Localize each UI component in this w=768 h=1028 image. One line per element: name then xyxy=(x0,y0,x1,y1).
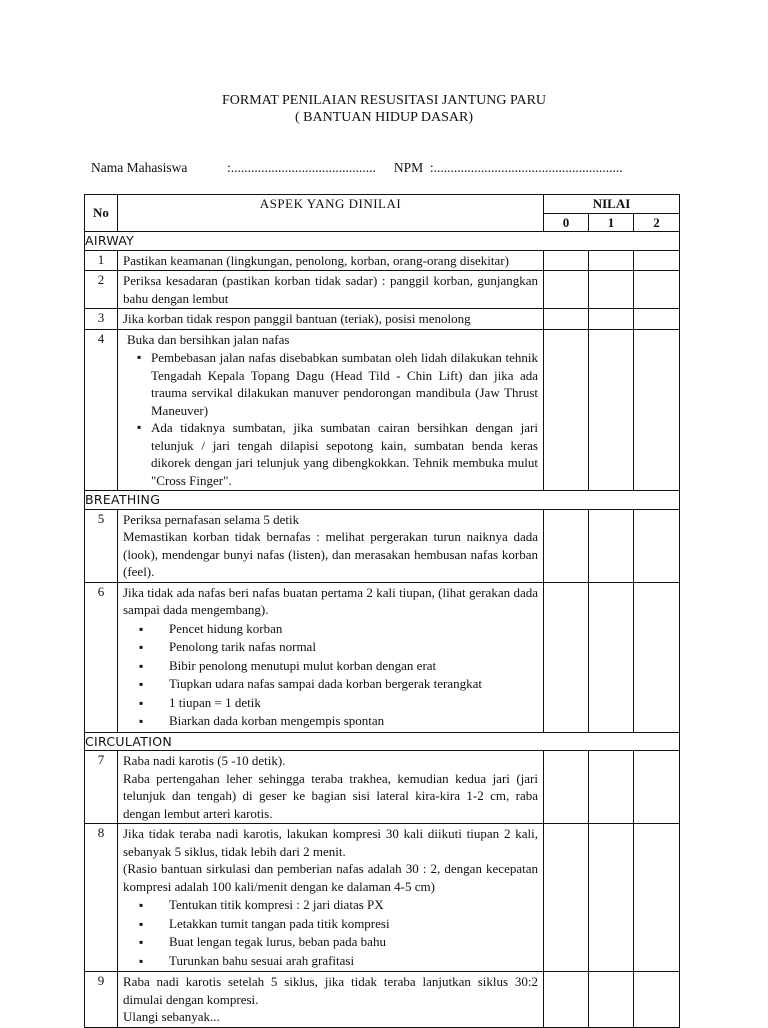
score-cell-2[interactable] xyxy=(634,751,680,824)
score-cell-2[interactable] xyxy=(634,972,680,1028)
section-label-circulation: CIRCULATION xyxy=(85,732,680,751)
score-cell-0[interactable] xyxy=(544,972,589,1028)
list-item: ▪ Turunkan bahu sesuai arah grafitasi xyxy=(123,952,538,971)
table-row xyxy=(85,271,680,309)
row-number: 5 xyxy=(85,509,118,582)
list-item: ▪ Bibir penolong menutupi mulut korban dengan erat xyxy=(123,657,538,676)
table-row xyxy=(85,509,680,582)
score-cell-0[interactable] xyxy=(544,329,589,491)
row-number: 3 xyxy=(85,309,118,330)
section-label-airway: AIRWAY xyxy=(85,232,680,251)
score-header-2: 2 xyxy=(634,213,680,232)
list-item: ▪ 1 tiupan = 1 detik xyxy=(123,694,538,713)
table-row xyxy=(85,751,680,824)
list-item: ▪ Letakkan tumit tangan pada titik kompresi xyxy=(123,915,538,934)
section-label-breathing: BREATHING xyxy=(85,491,680,510)
score-cell-2[interactable] xyxy=(634,509,680,582)
row-aspect: Periksa pernafasan selama 5 detik Memastikan korban tidak bernafas : melihat pergerakan turun naiknya dada (look), mendengar bunyi nafas (listen), dan merasakan hembusan nafas korban (feel). xyxy=(118,509,544,582)
row-number: 7 xyxy=(85,751,118,824)
npm-label: NPM xyxy=(393,160,424,175)
title-line-1: FORMAT PENILAIAN RESUSITASI JANTUNG PARU xyxy=(221,93,547,108)
name-field[interactable]: :........................................... xyxy=(227,160,376,175)
section-row-circulation xyxy=(85,732,680,751)
row-number: 6 xyxy=(85,582,118,732)
score-cell-0[interactable] xyxy=(544,751,589,824)
row-aspect: Jika tidak ada nafas beri nafas buatan pertama 2 kali tiupan, (lihat gerakan dada sampai dada mengembang). ▪ Pencet hidung korban ▪ Penolong tarik nafas normal ▪ Bibir penolong menutupi mulut korban dengan erat ▪ Tiupkan udara nafas sampai dada korban bergerak terangkat ▪ 1 tiupan = 1 detik ▪ Biarkan dada korban mengempis spontan xyxy=(118,582,544,732)
row-aspect: Raba nadi karotis (5 -10 detik). Raba pertengahan leher sehingga teraba trakhea, kemudian kedua jari (jari telunjuk dan tengah) di geser ke bagian sisi lateral kira-kira 1-2 cm, raba dengan lembut arteri karotis. xyxy=(118,751,544,824)
section-row-breathing xyxy=(85,491,680,510)
row-aspect: Raba nadi karotis setelah 5 siklus, jika tidak teraba lanjutkan siklus 30:2 dimulai dengan kompresi. Ulangi sebanyak... xyxy=(118,972,544,1028)
score-cell-1[interactable] xyxy=(589,250,634,271)
column-header-no: No xyxy=(85,195,118,232)
score-cell-2[interactable] xyxy=(634,329,680,491)
list-item: ▪ Tentukan titik kompresi : 2 jari diatas PX xyxy=(123,896,538,915)
table-row xyxy=(85,309,680,330)
row-aspect: Pastikan keamanan (lingkungan, penolong, korban, orang-orang disekitar) xyxy=(118,250,544,271)
row-number: 9 xyxy=(85,972,118,1028)
npm-field[interactable]: :........................................................ xyxy=(429,160,623,175)
score-cell-2[interactable] xyxy=(634,309,680,330)
score-cell-2[interactable] xyxy=(634,250,680,271)
student-identity-line xyxy=(91,160,623,176)
score-cell-0[interactable] xyxy=(544,582,589,732)
column-header-nilai: NILAI xyxy=(544,195,680,214)
score-cell-1[interactable] xyxy=(589,972,634,1028)
score-cell-1[interactable] xyxy=(589,824,634,972)
score-cell-1[interactable] xyxy=(589,582,634,732)
table-row xyxy=(85,250,680,271)
score-cell-0[interactable] xyxy=(544,250,589,271)
score-cell-2[interactable] xyxy=(634,271,680,309)
list-item: ▪ Biarkan dada korban mengempis spontan xyxy=(123,712,538,731)
row-number: 8 xyxy=(85,824,118,972)
list-item: ▪ Tiupkan udara nafas sampai dada korban bergerak terangkat xyxy=(123,675,538,694)
row-aspect: Buka dan bersihkan jalan nafas ▪ Pembebasan jalan nafas disebabkan sumbatan oleh lidah dilakukan tehnik Tengadah Kepala Topang Dagu (Head Tild - Chin Lift) dan jika ada trauma servikal dilakukan manuver pendorongan mandibula (Jaw Thrust Maneuver) ▪ Ada tidaknya sumbatan, jika sumbatan cairan bersihkan dengan jari telunjuk / jari tengah dilapisi sepotong kain, sumbatan benda keras dikorek dengan jari telunjuk yang dibengkokkan. Tehnik membuka mulut "Cross Finger". xyxy=(118,329,544,491)
score-cell-0[interactable] xyxy=(544,309,589,330)
bullet-list xyxy=(123,349,538,489)
score-cell-1[interactable] xyxy=(589,751,634,824)
score-cell-2[interactable] xyxy=(634,582,680,732)
score-cell-0[interactable] xyxy=(544,824,589,972)
score-cell-0[interactable] xyxy=(544,271,589,309)
score-header-0: 0 xyxy=(544,213,589,232)
row-aspect: Jika korban tidak respon panggil bantuan (teriak), posisi menolong xyxy=(118,309,544,330)
section-row-airway xyxy=(85,232,680,251)
title-line-2: ( BANTUAN HIDUP DASAR) xyxy=(295,110,473,125)
row-number: 2 xyxy=(85,271,118,309)
column-header-aspek: ASPEK YANG DINILAI xyxy=(118,195,544,232)
row-number: 4 xyxy=(85,329,118,491)
table-row xyxy=(85,329,680,491)
list-item: ▪ Buat lengan tegak lurus, beban pada bahu xyxy=(123,933,538,952)
score-cell-1[interactable] xyxy=(589,509,634,582)
score-cell-1[interactable] xyxy=(589,309,634,330)
table-row xyxy=(85,582,680,732)
row-aspect: Periksa kesadaran (pastikan korban tidak sadar) : panggil korban, gunjangkan bahu dengan lembut xyxy=(118,271,544,309)
score-cell-0[interactable] xyxy=(544,509,589,582)
score-cell-1[interactable] xyxy=(589,271,634,309)
bullet-list xyxy=(123,896,538,970)
score-header-1: 1 xyxy=(589,213,634,232)
score-cell-1[interactable] xyxy=(589,329,634,491)
list-item: ▪ Pembebasan jalan nafas disebabkan sumbatan oleh lidah dilakukan tehnik Tengadah Kepala Topang Dagu (Head Tild - Chin Lift) dan jika ada trauma servikal dilakukan manuver pendorongan mandibula (Jaw Thrust Maneuver) xyxy=(123,349,538,419)
list-item: ▪ Ada tidaknya sumbatan, jika sumbatan cairan bersihkan dengan jari telunjuk / jari tengah dilapisi sepotong kain, sumbatan benda keras dikorek dengan jari telunjuk yang dibengkokkan. Tehnik membuka mulut "Cross Finger". xyxy=(123,419,538,489)
name-label: Nama Mahasiswa xyxy=(91,160,188,175)
table-row xyxy=(85,972,680,1028)
list-item: ▪ Penolong tarik nafas normal xyxy=(123,638,538,657)
score-cell-2[interactable] xyxy=(634,824,680,972)
row-number: 1 xyxy=(85,250,118,271)
row-aspect: Jika tidak teraba nadi karotis, lakukan kompresi 30 kali diikuti tiupan 2 kali, sebanyak 5 siklus, tidak lebih dari 2 menit. (Rasio bantuan sirkulasi dan pemberian nafas adalah 30 : 2, dengan kecepatan kompresi adalah 100 kali/menit dengan ke dalaman 4-5 cm) ▪ Tentukan titik kompresi : 2 jari diatas PX ▪ Letakkan tumit tangan pada titik kompresi ▪ Buat lengan tegak lurus, beban pada bahu ▪ Turunkan bahu sesuai arah grafitasi xyxy=(118,824,544,972)
list-item: ▪ Pencet hidung korban xyxy=(123,620,538,639)
table-row xyxy=(85,824,680,972)
bullet-list xyxy=(123,620,538,731)
assessment-table xyxy=(84,194,680,1028)
document-title xyxy=(0,92,768,126)
